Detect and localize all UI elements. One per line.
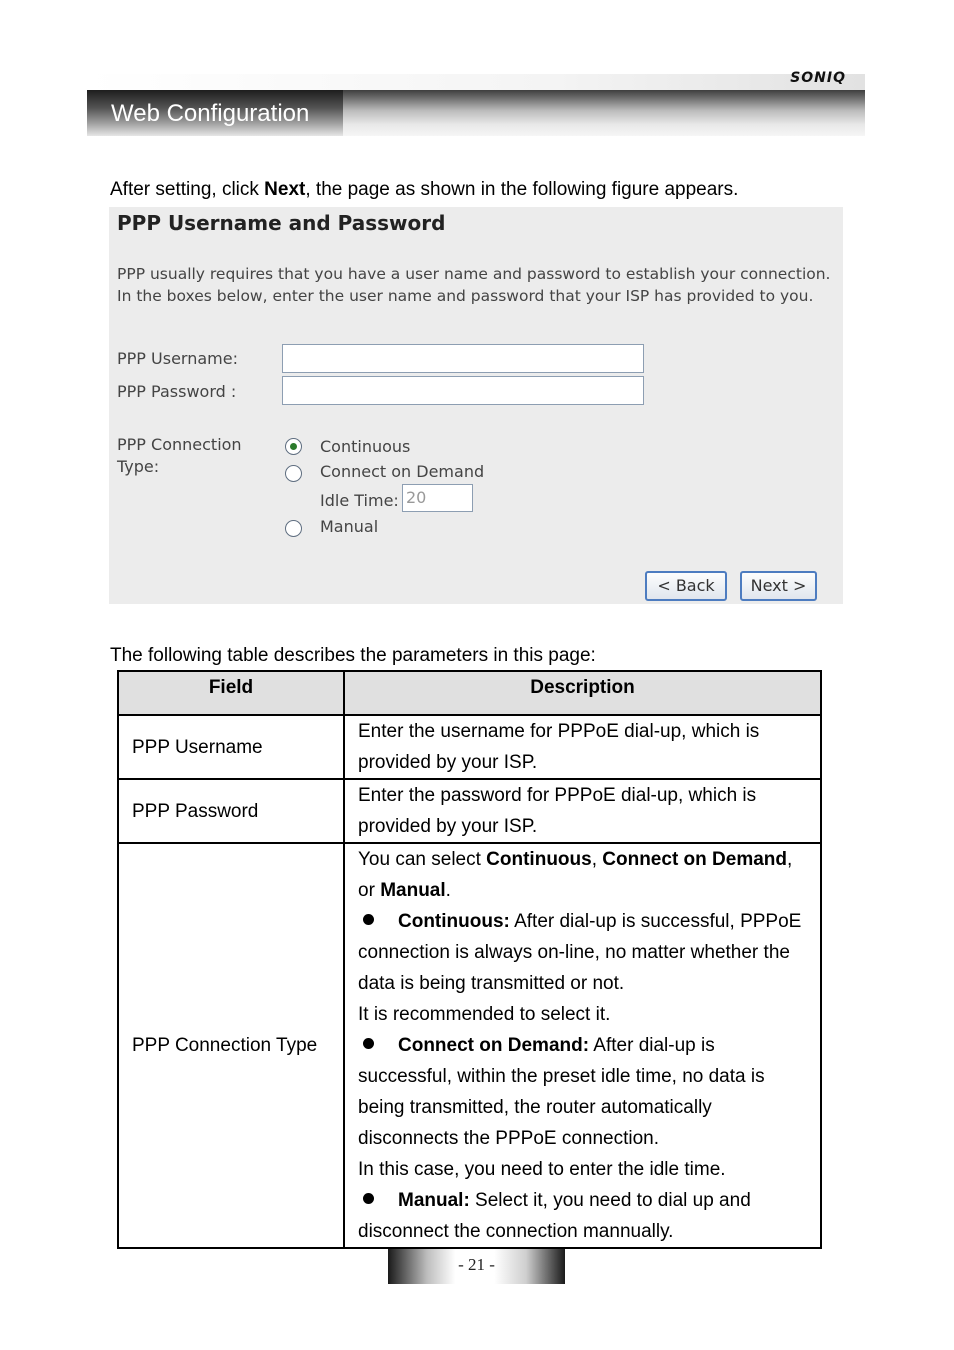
intro-text: After setting, click Next, the page as shown in the following figure appears. — [110, 179, 739, 200]
section-title: Web Configuration — [111, 100, 310, 127]
ppp-password-input[interactable] — [282, 376, 644, 405]
panel-description: PPP usually requires that you have a user name and password to establish your connection. In the boxes below, enter the user name and password that your ISP has provided to you. — [117, 265, 831, 305]
ppp-settings-screenshot — [109, 207, 843, 604]
manual-bullet: Manual: Select it, you need to dial up and disconnect the connection mannually. — [358, 1190, 751, 1242]
description-cell: Enter the username for PPPoE dial-up, which is provided by your ISP. — [344, 715, 821, 779]
bullet-icon — [363, 1038, 374, 1049]
header-field: Field — [118, 671, 344, 715]
continuous-note: It is recommended to select it. — [358, 1004, 611, 1025]
brand-logo: SONIQ — [790, 70, 846, 86]
idle-time-label: Idle Time: — [320, 491, 399, 510]
table-row — [118, 779, 821, 843]
header-topline — [87, 74, 865, 90]
table-row — [118, 843, 821, 1248]
table-intro: The following table describes the parameters in this page: — [110, 645, 596, 666]
demand-note: In this case, you need to enter the idle time. — [358, 1159, 726, 1180]
field-cell: PPP Username — [118, 715, 344, 779]
description-cell: Enter the password for PPPoE dial-up, which is provided by your ISP. — [344, 779, 821, 843]
intro-next-bold: Next — [264, 179, 306, 200]
next-button[interactable]: Next > — [740, 571, 817, 601]
ppp-username-input[interactable] — [282, 344, 644, 373]
continuous-option-label: Continuous — [320, 437, 411, 456]
table-row — [118, 715, 821, 779]
username-label: PPP Username: — [117, 349, 238, 368]
idle-time-input[interactable]: 20 — [402, 484, 473, 512]
parameters-table — [117, 670, 822, 1249]
back-button[interactable]: < Back — [645, 571, 727, 601]
continuous-bullet: Continuous: After dial-up is successful, PPPoE connection is always on-line, no matter whether the data is being transmitted or not. — [358, 911, 802, 994]
field-cell: PPP Password — [118, 779, 344, 843]
description-cell — [344, 843, 821, 1248]
demand-bullet: Connect on Demand: After dial-up is successful, within the preset idle time, no data is being transmitted, the router automatically disconnects the PPPoE connection. — [358, 1035, 765, 1149]
connect-on-demand-option-label: Connect on Demand — [320, 462, 485, 481]
manual-radio[interactable] — [285, 520, 302, 537]
connect-on-demand-radio[interactable] — [285, 465, 302, 482]
manual-option-label: Manual — [320, 517, 379, 536]
header-description: Description — [344, 671, 821, 715]
field-cell: PPP Connection Type — [118, 843, 344, 1248]
panel-title: PPP Username and Password — [117, 211, 446, 235]
password-label: PPP Password : — [117, 382, 237, 401]
connection-intro: You can select Continuous, Connect on Demand, or Manual. — [358, 849, 793, 901]
continuous-radio[interactable] — [285, 438, 302, 455]
table-header-row — [118, 671, 821, 715]
connection-type-label-1: PPP Connection — [117, 435, 242, 454]
connection-type-label-2: Type: — [117, 457, 160, 476]
bullet-icon — [363, 1193, 374, 1204]
bullet-icon — [363, 914, 374, 925]
page-number: - 21 - — [458, 1255, 495, 1274]
